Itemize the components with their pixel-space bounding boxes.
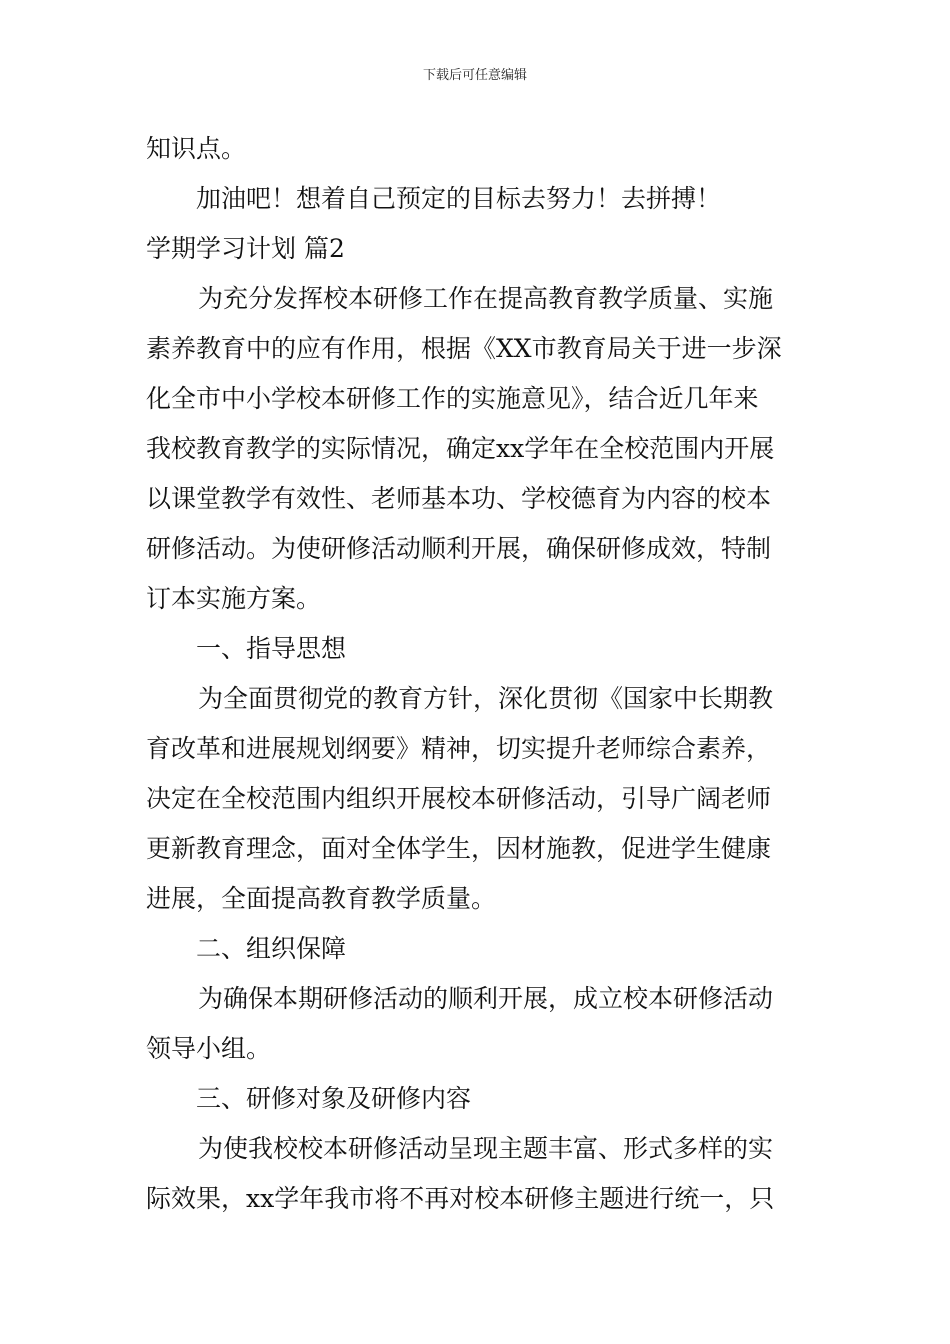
text-line: 更新教育理念，面对全体学生，因材施教，促进学生健康 <box>146 834 772 863</box>
text-line: 为确保本期研修活动的顺利开展，成立校本研修活动 <box>198 984 774 1013</box>
text-line: 加油吧！想着自己预定的目标去努力！去拼搏！ <box>196 184 722 213</box>
text-line: 我校教育教学的实际情况，确定xx学年在全校范围内开展 <box>146 434 775 463</box>
section-heading: 二、组织保障 <box>196 934 347 963</box>
text-line: 为使我校校本研修活动呈现主题丰富、形式多样的实 <box>198 1134 774 1163</box>
text-line: 育改革和进展规划纲要》精神，切实提升老师综合素养， <box>146 734 772 763</box>
text-line: 为全面贯彻党的教育方针，深化贯彻《国家中长期教 <box>198 684 774 713</box>
text-line: 知识点。 <box>146 134 247 163</box>
section-heading: 三、研修对象及研修内容 <box>196 1084 472 1113</box>
text-line: 为充分发挥校本研修工作在提高教育教学质量、实施 <box>198 284 774 313</box>
text-line: 领导小组。 <box>146 1034 272 1063</box>
text-line: 际效果，xx学年我市将不再对校本研修主题进行统一，只 <box>146 1184 775 1213</box>
section-title: 学期学习计划 篇2 <box>146 234 345 263</box>
text-line: 决定在全校范围内组织开展校本研修活动，引导广阔老师 <box>146 784 772 813</box>
text-line: 进展，全面提高教育教学质量。 <box>146 884 497 913</box>
text-line: 化全市中小学校本研修工作的实施意见》，结合近几年来 <box>146 384 759 413</box>
text-line: 以课堂教学有效性、老师基本功、学校德育为内容的校本 <box>146 484 772 513</box>
text-line: 研修活动。为使研修活动顺利开展，确保研修成效，特制 <box>146 534 772 563</box>
page-header: 下载后可任意编辑 <box>422 68 527 83</box>
text-line: 订本实施方案。 <box>146 584 322 613</box>
section-heading: 一、指导思想 <box>196 634 347 663</box>
text-line: 素养教育中的应有作用，根据《XX市教育局关于进一步深 <box>146 334 782 363</box>
